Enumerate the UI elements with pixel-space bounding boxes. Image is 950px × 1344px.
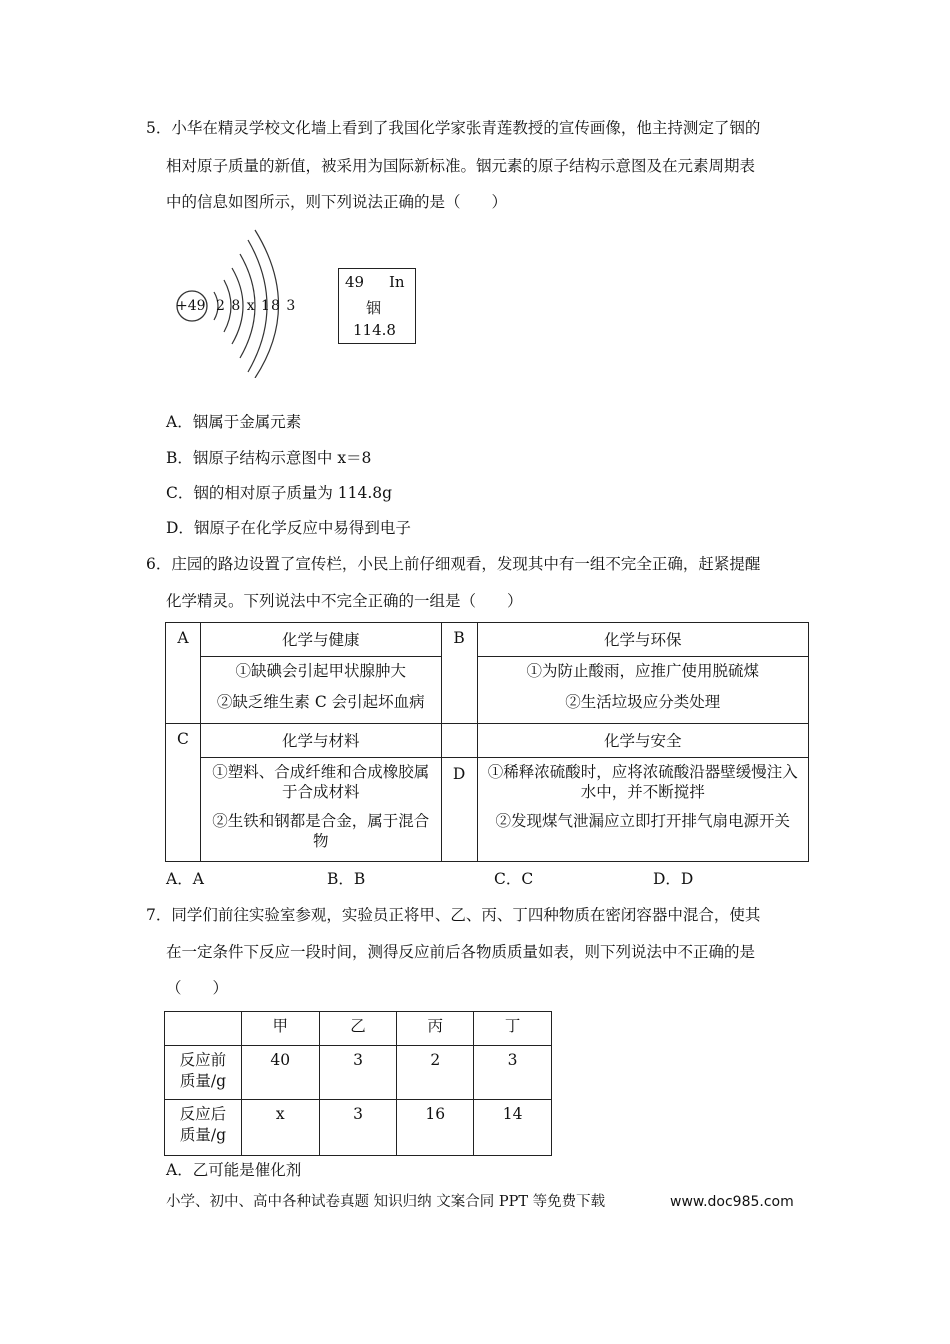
q6-line-1: 6．庄园的路边设置了宣传栏，小民上前仔细观看，发现其中有一组不完全正确，赶紧提醒 bbox=[146, 555, 761, 573]
table-row bbox=[165, 1100, 552, 1156]
q7-row-label: 反应后质量/g bbox=[165, 1100, 242, 1156]
q6-title-c: 化学与材料 bbox=[200, 724, 441, 758]
table-row bbox=[165, 1046, 552, 1100]
q7-line-3: （ ） bbox=[166, 979, 229, 997]
q6-title-a: 化学与健康 bbox=[200, 623, 441, 657]
q7-line-2: 在一定条件下反应一段时间，测得反应前后各物质质量如表，则下列说法中不正确的是 bbox=[166, 943, 756, 961]
q7-row-label: 反应前质量/g bbox=[165, 1046, 242, 1100]
footer-website[interactable]: www.doc985.com bbox=[670, 1194, 794, 1210]
element-name: 铟 bbox=[366, 299, 382, 317]
q7-header-cell: 丁 bbox=[474, 1012, 552, 1046]
q7-header-cell: 丙 bbox=[397, 1012, 474, 1046]
q6-letter-d: D bbox=[441, 758, 477, 862]
q5-line-3: 中的信息如图所示，则下列说法正确的是（ ） bbox=[166, 193, 508, 211]
element-card bbox=[338, 268, 416, 344]
q6-title-d: 化学与安全 bbox=[477, 724, 808, 758]
q5-option-d: D．铟原子在化学反应中易得到电子 bbox=[166, 519, 411, 537]
q7-table bbox=[164, 1011, 552, 1156]
q7-header-row bbox=[165, 1012, 552, 1046]
q6-choice-b: B．B bbox=[327, 870, 366, 888]
q5-option-b: B．铟原子结构示意图中 x＝8 bbox=[166, 449, 372, 467]
atom-nucleus-label: +49 bbox=[176, 298, 206, 314]
q6-title-b: 化学与环保 bbox=[477, 623, 808, 657]
q6-b-item-2: ②生活垃圾应分类处理 bbox=[565, 693, 721, 711]
q7-cell: 16 bbox=[397, 1100, 474, 1156]
q6-d-item-1: ①稀释浓硫酸时，应将浓硫酸沿器壁缓慢注入水中，并不断搅拌 bbox=[487, 763, 798, 801]
q6-cell-c bbox=[200, 758, 441, 862]
q6-letter-c: C bbox=[166, 724, 201, 862]
q6-letter-a: A bbox=[166, 623, 201, 724]
q6-table bbox=[165, 622, 809, 862]
atom-electron-counts: 2 8 x 18 3 bbox=[216, 298, 297, 314]
q6-choice-a: A．A bbox=[166, 870, 204, 888]
q6-b-item-1: ①为防止酸雨，应推广使用脱硫煤 bbox=[526, 662, 760, 680]
q6-line-2: 化学精灵。下列说法中不完全正确的一组是（ ） bbox=[166, 592, 523, 610]
element-atomic-number: 49 bbox=[345, 273, 365, 291]
q7-line-1: 7．同学们前往实验室参观，实验员正将甲、乙、丙、丁四种物质在密闭容器中混合，使其 bbox=[146, 906, 761, 924]
q6-choice-c: C．C bbox=[494, 870, 534, 888]
q7-cell: x bbox=[241, 1100, 319, 1156]
q6-c-item-2: ②生铁和钢都是合金，属于混合物 bbox=[212, 812, 430, 850]
q6-a-item-1: ①缺碘会引起甲状腺肿大 bbox=[235, 662, 407, 680]
element-atomic-mass: 114.8 bbox=[353, 321, 396, 339]
q6-a-item-2: ②缺乏维生素 C 会引起坏血病 bbox=[216, 693, 425, 711]
q7-cell: 3 bbox=[319, 1100, 397, 1156]
q7-cell: 3 bbox=[319, 1046, 397, 1100]
q5-line-1: 5．小华在精灵学校文化墙上看到了我国化学家张青莲教授的宣传画像，他主持测定了铟的 bbox=[146, 119, 761, 137]
q6-cell-a bbox=[200, 657, 441, 724]
q6-cell-b bbox=[477, 657, 808, 724]
q5-option-c: C．铟的相对原子质量为 114.8g bbox=[166, 484, 393, 502]
footer-text: 小学、初中、高中各种试卷真题 知识归纳 文案合同 PPT 等免费下载 bbox=[166, 1194, 606, 1210]
q7-header-cell: 乙 bbox=[319, 1012, 397, 1046]
q5-option-a: A．铟属于金属元素 bbox=[166, 413, 302, 431]
q7-header-cell bbox=[165, 1012, 242, 1046]
atom-structure-diagram bbox=[170, 228, 310, 378]
element-symbol: In bbox=[389, 273, 405, 291]
q5-line-2: 相对原子质量的新值，被采用为国际新标准。铟元素的原子结构示意图及在元素周期表 bbox=[166, 157, 756, 175]
q7-cell: 40 bbox=[241, 1046, 319, 1100]
q6-choice-d: D．D bbox=[653, 870, 694, 888]
q7-option-a: A．乙可能是催化剂 bbox=[166, 1161, 302, 1179]
q6-cell-d bbox=[477, 758, 808, 862]
q6-c-item-1: ①塑料、合成纤维和合成橡胶属于合成材料 bbox=[212, 763, 430, 801]
q6-letter-b: B bbox=[441, 623, 477, 724]
q6-d-item-2: ②发现煤气泄漏应立即打开排气扇电源开关 bbox=[495, 812, 791, 830]
q7-header-cell: 甲 bbox=[241, 1012, 319, 1046]
q7-cell: 14 bbox=[474, 1100, 552, 1156]
q7-cell: 3 bbox=[474, 1046, 552, 1100]
q7-cell: 2 bbox=[397, 1046, 474, 1100]
